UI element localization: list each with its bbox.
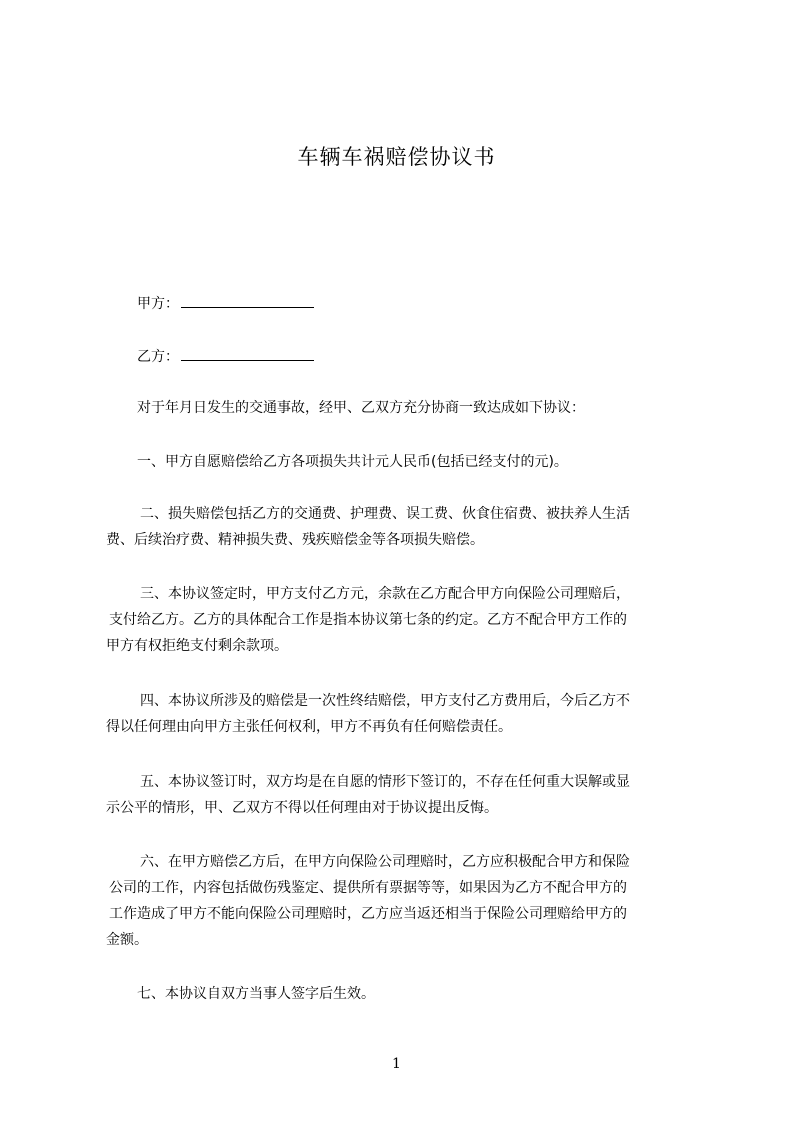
clause-4-line: 得以任何理由向甲方主张任何权利，甲方不再负有任何赔偿责任。 bbox=[106, 719, 512, 735]
clause-3-line: 支付给乙方。乙方的具体配合工作是指本协议第七条的约定。乙方不配合甲方工作的 bbox=[109, 612, 627, 628]
clause-3 bbox=[106, 581, 700, 659]
clause-5-line: 五、本协议签订时，双方均是在自愿的情形下签订的，不存在任何重大误解或显 bbox=[140, 774, 630, 790]
intro-paragraph: 对于年月日发生的交通事故，经甲、乙双方充分协商一致达成如下协议： bbox=[137, 400, 585, 416]
party-b-blank bbox=[181, 344, 314, 361]
clause-6 bbox=[106, 849, 700, 953]
party-b-label: 乙方： bbox=[137, 349, 179, 365]
clause-2-line: 二、损失赔偿包括乙方的交通费、护理费、误工费、伙食住宿费、被扶养人生活 bbox=[140, 506, 630, 522]
party-b-line bbox=[137, 344, 314, 367]
clause-4-line: 四、本协议所涉及的赔偿是一次性终结赔偿，甲方支付乙方费用后，今后乙方不 bbox=[140, 693, 630, 709]
clause-2 bbox=[106, 501, 700, 553]
clause-6-line: 公司的工作，内容包括做伤残鉴定、提供所有票据等等，如果因为乙方不配合甲方的 bbox=[109, 880, 627, 896]
clause-6-line: 六、在甲方赔偿乙方后，在甲方向保险公司理赔时，乙方应积极配合甲方和保险 bbox=[140, 854, 630, 870]
party-a-line bbox=[137, 291, 314, 314]
clause-5-line: 示公平的情形，甲、乙双方不得以任何理由对于协议提出反悔。 bbox=[106, 800, 498, 816]
clause-2-line: 费、后续治疗费、精神损失费、残疾赔偿金等各项损失赔偿。 bbox=[106, 532, 484, 548]
clause-7: 七、本协议自双方当事人签字后生效。 bbox=[137, 986, 375, 1002]
party-a-blank bbox=[181, 291, 314, 308]
clause-3-line: 三、本协议签定时，甲方支付乙方元，余款在乙方配合甲方向保险公司理赔后， bbox=[140, 586, 630, 602]
page-number: 1 bbox=[392, 1056, 401, 1072]
clause-1: 一、甲方自愿赔偿给乙方各项损失共计元人民币(包括已经支付的元)。 bbox=[137, 454, 568, 470]
clause-5 bbox=[106, 769, 700, 821]
clause-6-line: 工作造成了甲方不能向保险公司理赔时，乙方应当返还相当于保险公司理赔给甲方的 bbox=[109, 906, 627, 922]
document-title: 车辆车祸赔偿协议书 bbox=[297, 145, 496, 169]
clause-3-line: 甲方有权拒绝支付剩余款项。 bbox=[106, 638, 288, 654]
party-a-label: 甲方： bbox=[137, 296, 179, 312]
clause-4 bbox=[106, 688, 700, 740]
clause-6-line: 金额。 bbox=[106, 932, 148, 948]
